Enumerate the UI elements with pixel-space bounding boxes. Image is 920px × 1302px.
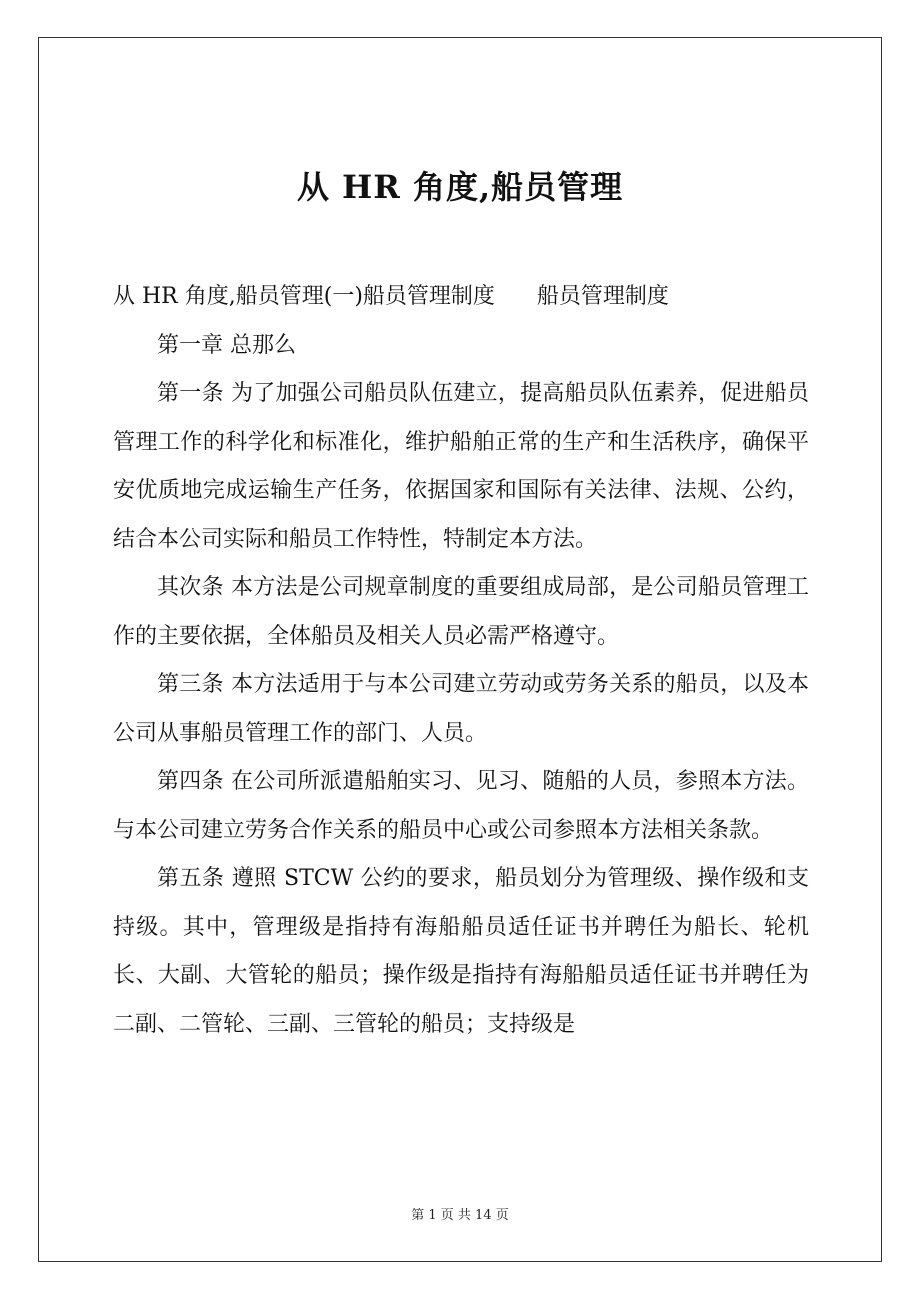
paragraph-heading-line: 从 HR 角度,船员管理(一)船员管理制度 船员管理制度 [113,284,669,309]
paragraph-article-5: 第五条 遵照 STCW 公约的要求，船员划分为管理级、操作级和支持级。其中，管理级是指持有海船船员适任证书并聘任为船长、轮机长、大副、大管轮的船员；操作级是指持有海船船员适任证书并聘任为二副、二管轮、三副、三管轮的船员；支持级是 [113,866,809,1037]
paragraph-article-1: 第一条 为了加强公司船员队伍建立，提高船员队伍素养，促进船员管理工作的科学化和标准化，维护船舶正常的生产和生活秩序，确保平安优质地完成运输生产任务，依据国家和国际有关法律、法规、公约，结合本公司实际和船员工作特性，特制定本方法。 [113,381,809,552]
paragraph-article-2: 其次条 本方法是公司规章制度的重要组成局部，是公司船员管理工作的主要依据，全体船员及相关人员必需严格遵守。 [113,575,809,649]
paragraph-article-4: 第四条 在公司所派遣船舶实习、见习、随船的人员，参照本方法。与本公司建立劳务合作关系的船员中心或公司参照本方法相关条款。 [113,769,809,843]
document-body [113,273,809,1049]
page-number-footer: 第 1 页 共 14 页 [411,1208,509,1223]
document-title: 从 HR 角度,船员管理 [296,168,624,207]
paragraph-chapter-heading: 第一章 总那么 [157,332,296,358]
paragraph-article-3: 第三条 本方法适用于与本公司建立劳动或劳务关系的船员，以及本公司从事船员管理工作的部门、人员。 [113,672,809,746]
